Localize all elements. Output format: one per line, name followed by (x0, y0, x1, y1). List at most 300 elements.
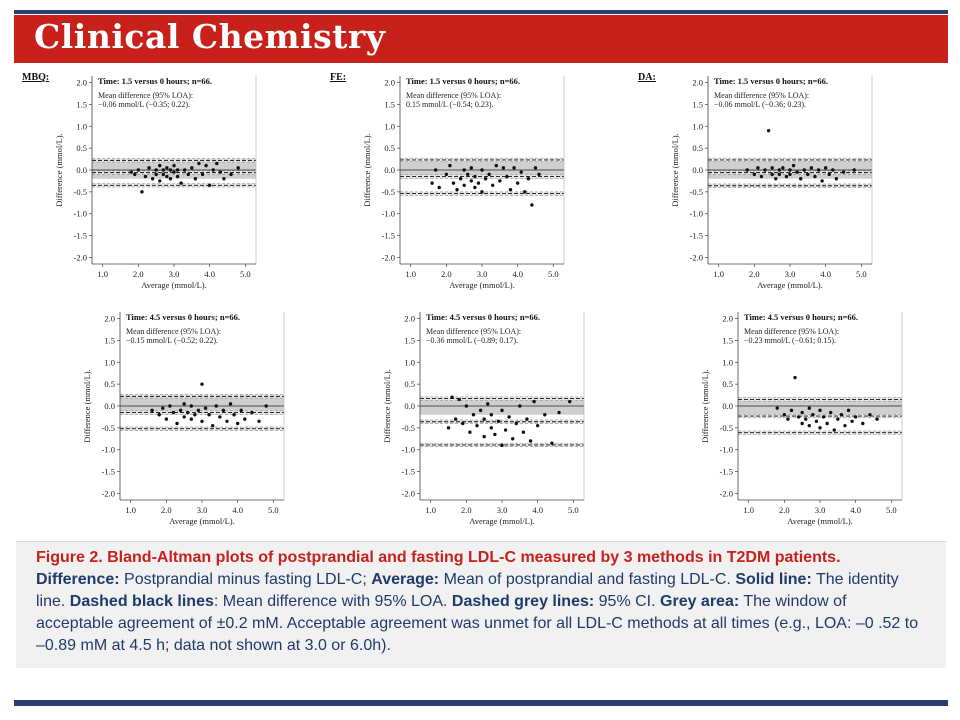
bland-altman-plot (326, 66, 581, 298)
data-point (179, 409, 182, 412)
stats-heading: Mean difference (95% LOA): (98, 91, 194, 100)
y-tick-label: -1.5 (719, 466, 733, 477)
data-point (493, 433, 496, 436)
data-point (788, 168, 791, 171)
data-point (518, 404, 521, 407)
data-point (808, 424, 811, 427)
stats-value: −0.23 mmol/L (−0.61; 0.15). (744, 336, 837, 345)
data-point (147, 166, 150, 169)
data-point (169, 177, 172, 180)
data-point (756, 166, 759, 169)
plot-panel-da-1-5h (634, 66, 889, 298)
data-point (434, 168, 437, 171)
data-point (482, 435, 485, 438)
y-tick-label: 0.0 (384, 165, 395, 175)
stats-value: −0.06 mmol/L (−0.36; 0.23). (714, 100, 807, 109)
plot-title: Time: 1.5 versus 0 hours; n=66. (406, 76, 521, 86)
y-tick-label: 0.5 (104, 379, 115, 390)
y-tick-label: -2.0 (101, 488, 115, 499)
y-tick-label: 1.0 (76, 121, 87, 132)
data-point (473, 186, 476, 189)
y-tick-label: 1.0 (404, 357, 415, 368)
data-point (557, 411, 560, 414)
plot-title: Time: 1.5 versus 0 hours; n=66. (98, 76, 213, 86)
data-point (158, 164, 161, 167)
plot-panel-fe-1-5h (326, 66, 581, 298)
data-point (140, 190, 143, 193)
data-point (480, 190, 483, 193)
data-point (811, 413, 814, 416)
y-tick-label: 2.0 (384, 77, 395, 88)
data-point (797, 415, 800, 418)
data-point (454, 417, 457, 420)
data-point (824, 166, 827, 169)
data-point (785, 175, 788, 178)
x-tick-label: 5.0 (567, 505, 579, 515)
data-point (172, 411, 175, 414)
x-tick-label: 2.0 (161, 505, 172, 515)
stats-value: −0.36 mmol/L (−0.89; 0.17). (426, 336, 519, 345)
y-tick-label: -1.0 (689, 208, 703, 219)
data-point (455, 188, 458, 191)
data-point (527, 177, 530, 180)
data-point (778, 168, 781, 171)
data-point (229, 173, 232, 176)
x-tick-label: 2.0 (461, 505, 472, 515)
data-point (215, 404, 218, 407)
caption-average-text: Mean of postprandial and fasting LDL-C. (439, 571, 731, 588)
data-point (179, 181, 182, 184)
y-tick-label: -0.5 (401, 422, 415, 433)
caption-solid-text: The identity line. (36, 571, 899, 610)
data-point (568, 400, 571, 403)
data-point (172, 164, 175, 167)
data-point (793, 376, 796, 379)
data-point (770, 166, 773, 169)
data-point (250, 411, 253, 414)
plot-panel-mbq-1-5h (18, 66, 273, 298)
x-axis-label: Average (mmol/L). (141, 280, 207, 290)
data-point (172, 170, 175, 173)
y-tick-label: 0.5 (76, 143, 87, 154)
data-point (788, 173, 791, 176)
y-tick-label: -1.5 (401, 466, 415, 477)
data-point (182, 402, 185, 405)
data-point (536, 424, 539, 427)
method-label: DA: (638, 72, 656, 83)
data-point (175, 422, 178, 425)
data-point (236, 422, 239, 425)
data-point (190, 166, 193, 169)
y-axis-label: Difference (mmol/L). (700, 369, 710, 443)
y-axis-label: Difference (mmol/L). (382, 369, 392, 443)
data-point (470, 166, 473, 169)
bland-altman-plot (664, 302, 919, 534)
data-point (520, 170, 523, 173)
caption-difference-text: Postprandial minus fasting LDL-C; (119, 571, 372, 588)
bland-altman-plot (18, 66, 273, 298)
data-point (516, 181, 519, 184)
data-point (504, 428, 507, 431)
data-point (144, 175, 147, 178)
data-point (438, 186, 441, 189)
y-tick-label: 0.5 (722, 379, 733, 390)
data-point (806, 173, 809, 176)
y-tick-label: -0.5 (381, 186, 395, 197)
y-axis-label: Difference (mmol/L). (82, 369, 92, 443)
data-point (525, 417, 528, 420)
data-point (448, 164, 451, 167)
data-point (208, 184, 211, 187)
data-point (509, 188, 512, 191)
data-point (459, 177, 462, 180)
y-axis-label: Difference (mmol/L). (670, 133, 680, 207)
caption-difference-label: Difference: (36, 571, 120, 588)
data-point (236, 166, 239, 169)
data-point (479, 409, 482, 412)
x-tick-label: 2.0 (749, 269, 760, 279)
y-tick-label: 2.0 (104, 313, 115, 324)
stats-heading: Mean difference (95% LOA): (744, 327, 840, 336)
y-tick-label: 1.0 (104, 357, 115, 368)
caption-dashed-grey-label: Dashed grey lines: (451, 593, 595, 610)
bland-altman-plot (346, 302, 601, 534)
data-point (800, 411, 803, 414)
data-point (187, 173, 190, 176)
y-tick-label: 0.0 (404, 401, 415, 411)
data-point (218, 415, 221, 418)
bland-altman-plot (46, 302, 301, 534)
plot-panel-da-4-5h (664, 302, 919, 534)
data-point (154, 173, 157, 176)
x-tick-label: 4.0 (820, 269, 831, 279)
data-point (176, 175, 179, 178)
data-point (543, 413, 546, 416)
data-point (778, 173, 781, 176)
data-point (212, 168, 215, 171)
stats-heading: Mean difference (95% LOA): (426, 327, 522, 336)
data-point (475, 424, 478, 427)
data-point (482, 417, 485, 420)
bland-altman-plot (634, 66, 889, 298)
data-point (211, 424, 214, 427)
caption-text (36, 547, 928, 657)
data-point (833, 428, 836, 431)
data-point (465, 404, 468, 407)
method-label: MBQ: (22, 72, 50, 83)
plot-title: Time: 4.5 versus 0 hours; n=66. (426, 312, 541, 322)
data-point (264, 404, 267, 407)
data-point (790, 409, 793, 412)
data-point (182, 415, 185, 418)
data-point (861, 422, 864, 425)
y-tick-label: 0.0 (722, 401, 733, 411)
x-tick-label: 3.0 (476, 269, 488, 279)
data-point (222, 409, 225, 412)
data-point (500, 409, 503, 412)
y-tick-label: -1.0 (73, 208, 87, 219)
data-point (158, 179, 161, 182)
method-label: FE: (330, 72, 347, 83)
data-point (200, 420, 203, 423)
data-point (490, 426, 493, 429)
data-point (840, 413, 843, 416)
x-tick-label: 3.0 (814, 505, 826, 515)
y-tick-label: -0.5 (689, 186, 703, 197)
y-tick-label: 2.0 (692, 77, 703, 88)
data-point (197, 162, 200, 165)
data-point (193, 413, 196, 416)
y-tick-label: 0.0 (104, 401, 115, 411)
data-point (186, 411, 189, 414)
y-tick-label: 1.5 (104, 335, 115, 346)
y-tick-label: -1.0 (381, 208, 395, 219)
x-axis-label: Average (mmol/L). (469, 516, 535, 526)
x-tick-label: 2.0 (779, 505, 790, 515)
data-point (810, 166, 813, 169)
data-point (818, 409, 821, 412)
data-point (532, 400, 535, 403)
data-point (430, 181, 433, 184)
data-point (825, 422, 828, 425)
figure-caption (16, 541, 946, 668)
y-tick-label: 0.5 (384, 143, 395, 154)
data-point (219, 170, 222, 173)
data-point (150, 409, 153, 412)
data-point (232, 413, 235, 416)
bottom-rule (14, 700, 948, 706)
x-tick-label: 5.0 (855, 269, 867, 279)
data-point (511, 437, 514, 440)
data-point (176, 168, 179, 171)
y-tick-label: 0.5 (404, 379, 415, 390)
data-point (165, 417, 168, 420)
data-point (133, 173, 136, 176)
data-point (813, 175, 816, 178)
data-point (490, 413, 493, 416)
data-point (204, 164, 207, 167)
y-tick-label: 1.0 (722, 357, 733, 368)
data-point (201, 173, 204, 176)
journal-title: Clinical Chemistry (34, 17, 386, 56)
y-tick-label: -1.5 (73, 230, 87, 241)
data-point (842, 170, 845, 173)
caption-grey-area-text: The window of acceptable agreement of ±0.2 mM. Acceptable agreement was unmet for all LDL-C methods at all times (e.g., LOA: –0 .52 to –0.89 mM at 4.5 h; data not shown at 3.0 or 6.0h). (36, 593, 919, 654)
data-point (822, 415, 825, 418)
data-point (767, 129, 770, 132)
x-tick-label: 4.0 (532, 505, 543, 515)
data-point (783, 413, 786, 416)
x-tick-label: 2.0 (133, 269, 144, 279)
y-tick-label: -1.0 (719, 444, 733, 455)
y-tick-label: -0.5 (101, 422, 115, 433)
plot-panel-fe-4-5h (346, 302, 601, 534)
data-point (803, 168, 806, 171)
data-point (776, 406, 779, 409)
data-point (498, 179, 501, 182)
data-point (458, 398, 461, 401)
data-point (497, 420, 500, 423)
data-point (484, 177, 487, 180)
y-tick-label: 1.5 (76, 99, 87, 110)
y-tick-label: 2.0 (722, 313, 733, 324)
data-point (472, 413, 475, 416)
x-tick-label: 4.0 (850, 505, 861, 515)
caption-dashed-black-text: : Mean difference with 95% LOA. (213, 593, 452, 610)
data-point (165, 166, 168, 169)
data-point (760, 175, 763, 178)
y-tick-label: -1.5 (381, 230, 395, 241)
data-point (820, 179, 823, 182)
stats-heading: Mean difference (95% LOA): (126, 327, 222, 336)
data-point (204, 406, 207, 409)
data-point (151, 177, 154, 180)
y-tick-label: -2.0 (719, 488, 733, 499)
data-point (470, 179, 473, 182)
data-point (486, 402, 489, 405)
data-point (529, 439, 532, 442)
data-point (222, 177, 225, 180)
y-tick-label: -2.0 (73, 252, 87, 263)
data-point (537, 173, 540, 176)
data-point (502, 166, 505, 169)
data-point (243, 417, 246, 420)
y-tick-label: 1.5 (404, 335, 415, 346)
x-tick-label: 4.0 (204, 269, 215, 279)
y-tick-label: -1.0 (401, 444, 415, 455)
stats-heading: Mean difference (95% LOA): (406, 91, 502, 100)
y-tick-label: -0.5 (719, 422, 733, 433)
x-tick-label: 1.0 (713, 269, 725, 279)
data-point (491, 184, 494, 187)
data-point (843, 424, 846, 427)
y-tick-label: -1.5 (101, 466, 115, 477)
data-point (836, 417, 839, 420)
y-tick-label: -1.5 (689, 230, 703, 241)
data-point (746, 168, 749, 171)
data-point (550, 441, 553, 444)
data-point (852, 168, 855, 171)
y-tick-label: -2.0 (381, 252, 395, 263)
data-point (523, 190, 526, 193)
data-point (462, 184, 465, 187)
data-point (225, 420, 228, 423)
data-point (450, 396, 453, 399)
y-tick-label: -2.0 (689, 252, 703, 263)
x-tick-label: 1.0 (97, 269, 109, 279)
top-rule (14, 10, 948, 14)
x-axis-label: Average (mmol/L). (169, 516, 235, 526)
data-point (512, 166, 515, 169)
data-point (165, 175, 168, 178)
data-point (183, 168, 186, 171)
data-point (161, 406, 164, 409)
y-tick-label: 1.0 (692, 121, 703, 132)
data-point (158, 413, 161, 416)
data-point (530, 203, 533, 206)
caption-average-label: Average: (371, 571, 440, 588)
data-point (795, 170, 798, 173)
data-point (480, 168, 483, 171)
data-point (487, 173, 490, 176)
x-tick-label: 5.0 (239, 269, 251, 279)
x-tick-label: 4.0 (232, 505, 243, 515)
caption-solid-label: Solid line: (735, 571, 812, 588)
y-tick-label: 1.5 (384, 99, 395, 110)
data-point (452, 181, 455, 184)
data-point (792, 164, 795, 167)
caption-figure-title: Figure 2. Bland-Altman plots of postprandial and fasting LDL-C measured by 3 methods in T2DM patients. (36, 549, 841, 566)
stats-value: −0.15 mmol/L (−0.52; 0.22). (126, 336, 219, 345)
x-tick-label: 1.0 (125, 505, 137, 515)
y-tick-label: 1.5 (722, 335, 733, 346)
y-tick-label: -1.0 (101, 444, 115, 455)
data-point (468, 431, 471, 434)
x-tick-label: 1.0 (743, 505, 755, 515)
data-point (466, 173, 469, 176)
data-point (799, 177, 802, 180)
data-point (190, 404, 193, 407)
data-point (786, 417, 789, 420)
data-point (130, 170, 133, 173)
data-point (815, 420, 818, 423)
x-tick-label: 1.0 (405, 269, 417, 279)
data-point (770, 173, 773, 176)
data-point (473, 175, 476, 178)
data-point (477, 181, 480, 184)
plot-panel-mbq-4-5h (46, 302, 301, 534)
data-point (154, 168, 157, 171)
data-point (847, 409, 850, 412)
y-tick-label: 1.0 (384, 121, 395, 132)
x-tick-label: 5.0 (547, 269, 559, 279)
x-tick-label: 5.0 (885, 505, 897, 515)
data-point (137, 168, 140, 171)
data-point (168, 404, 171, 407)
data-point (753, 173, 756, 176)
data-point (215, 162, 218, 165)
y-tick-label: -0.5 (73, 186, 87, 197)
data-point (835, 177, 838, 180)
y-tick-label: 0.5 (692, 143, 703, 154)
y-tick-label: 0.0 (692, 165, 703, 175)
y-axis-label: Difference (mmol/L). (362, 133, 372, 207)
data-point (500, 444, 503, 447)
plot-title: Time: 1.5 versus 0 hours; n=66. (714, 76, 829, 86)
x-axis-label: Average (mmol/L). (449, 280, 515, 290)
data-point (197, 409, 200, 412)
plot-title: Time: 4.5 versus 0 hours; n=66. (126, 312, 241, 322)
data-point (781, 166, 784, 169)
data-point (515, 422, 518, 425)
data-point (808, 406, 811, 409)
data-point (207, 413, 210, 416)
data-point (507, 415, 510, 418)
data-point (868, 413, 871, 416)
x-tick-label: 5.0 (267, 505, 279, 515)
x-tick-label: 3.0 (168, 269, 180, 279)
y-axis-label: Difference (mmol/L). (54, 133, 64, 207)
data-point (817, 168, 820, 171)
x-tick-label: 2.0 (441, 269, 452, 279)
x-tick-label: 3.0 (496, 505, 508, 515)
y-tick-label: 1.5 (692, 99, 703, 110)
data-point (445, 173, 448, 176)
data-point (829, 411, 832, 414)
y-tick-label: 2.0 (404, 313, 415, 324)
plot-title: Time: 4.5 versus 0 hours; n=66. (744, 312, 859, 322)
data-point (800, 422, 803, 425)
